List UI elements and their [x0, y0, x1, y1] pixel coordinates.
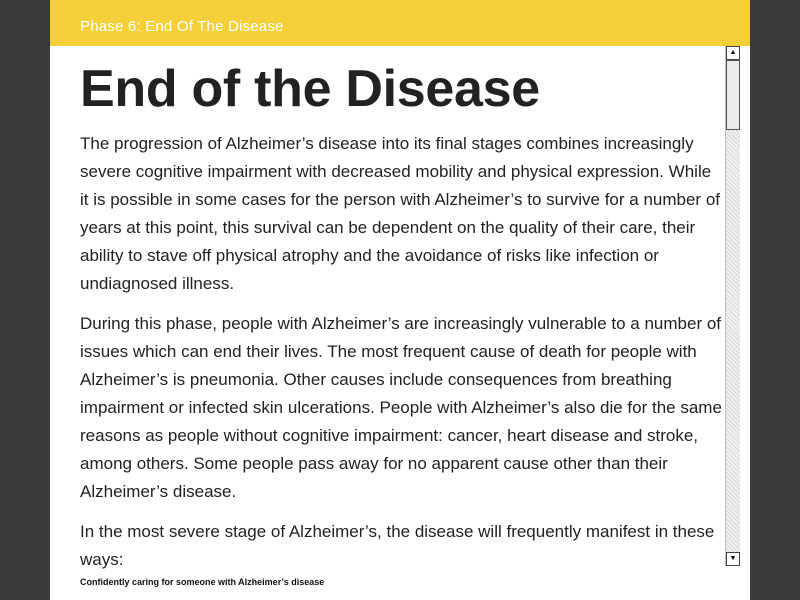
paragraph-1: The progression of Alzheimer’s disease into its final stages combines increasingly severe cognitive impairment with decreased mobility and physical expression. While it is possible in some cases for the person with Alzheimer’s to survive for a number of years at this point, this survival can be dependent on the quality of their care, their ability to stave off physical atrophy and the avoidance of risks like infection or undiagnosed illness.	[80, 134, 720, 293]
header-bar	[50, 0, 750, 46]
footer-text: Confidently caring for someone with Alzheimer’s disease	[80, 577, 325, 587]
scrollbar-thumb[interactable]	[726, 60, 740, 130]
page-title: End of the Disease	[80, 60, 540, 118]
article-content	[80, 46, 722, 570]
scroll-up-arrow-icon[interactable]: ▲	[726, 46, 740, 60]
header-title: Phase 6: End Of The Disease	[80, 18, 284, 35]
paragraph-2: During this phase, people with Alzheimer’s are increasingly vulnerable to a number of issues which can end their lives. The most frequent cause of death for people with Alzheimer’s is pneumonia. Other causes include consequences from breathing impairment or infected skin ulcerations. People with Alzheimer’s also die for the same reasons as people without cognitive impairment: cancer, heart disease and stroke, among others. Some people pass away for no apparent cause other than their Alzheimer’s disease.	[80, 314, 722, 501]
paragraph-3: In the most severe stage of Alzheimer’s, the disease will frequently manifest in these ways:	[80, 522, 715, 569]
vertical-scrollbar[interactable]	[725, 46, 740, 566]
document-page	[50, 0, 750, 600]
scroll-down-arrow-icon[interactable]: ▼	[726, 552, 740, 566]
